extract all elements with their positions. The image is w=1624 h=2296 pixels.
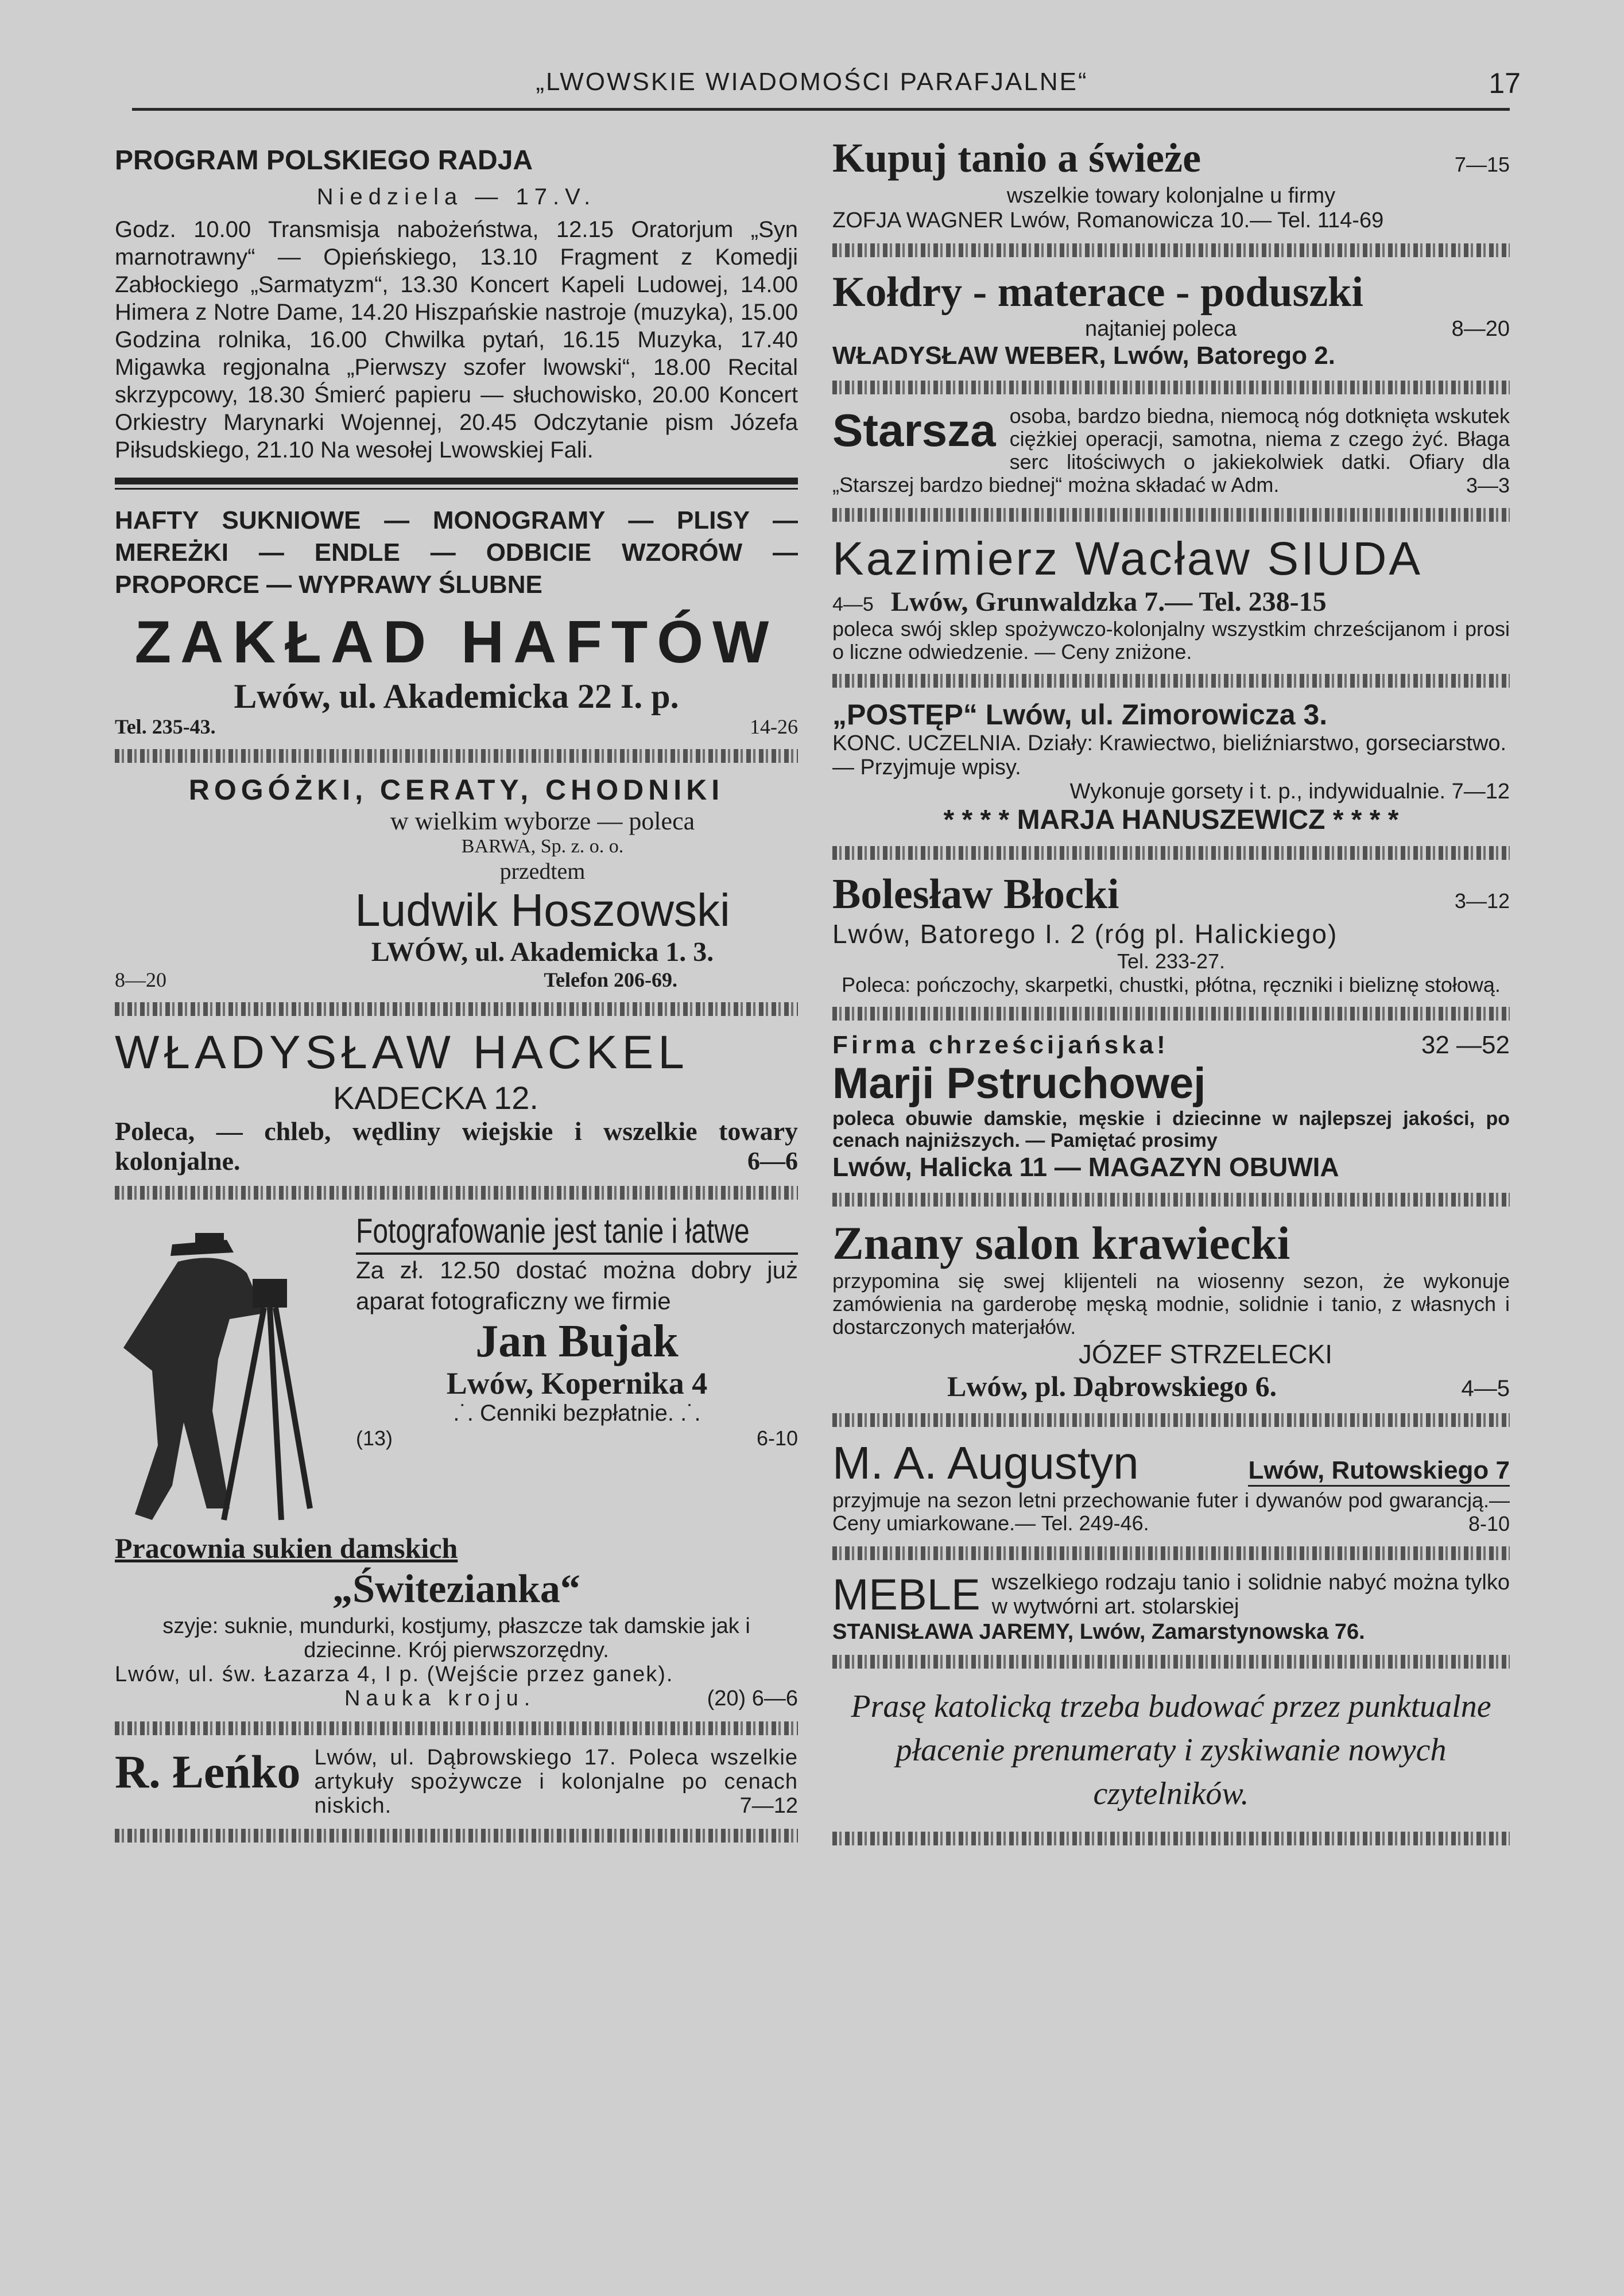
pstruchowa-ad bbox=[832, 1031, 1510, 1182]
hackel-number: 6—6 bbox=[747, 1147, 798, 1175]
wagner-ad bbox=[832, 132, 1510, 233]
blocki-number: 3—12 bbox=[1454, 889, 1510, 913]
postep-ad bbox=[832, 698, 1510, 836]
strzelecki-number: 4—5 bbox=[1461, 1376, 1510, 1401]
starsza-number: 3—3 bbox=[1466, 474, 1510, 497]
hackel-name: WŁADYSŁAW HACKEL bbox=[115, 1026, 689, 1079]
augustyn-ad bbox=[832, 1437, 1510, 1536]
ornament-divider bbox=[115, 1829, 798, 1843]
wagner-line2: ZOFJA WAGNER Lwów, Romanowicza 10.— Tel. 114-69 bbox=[832, 208, 1384, 232]
strzelecki-head: Znany salon krawiecki bbox=[832, 1217, 1290, 1269]
blocki-name: Bolesław Błocki bbox=[832, 871, 1119, 918]
barwa-address: LWÓW, ul. Akademicka 1. 3. bbox=[371, 937, 714, 967]
starsza-text: osoba, bardzo biedna, niemocą nóg dotknięta wskutek ciężkiej operacji, samotna, niema z czego żyć. Błaga serc litościwych o jakiekolwiek datki. Ofiary dla „Starszej bardzo biednej“ można składać w Adm. bbox=[832, 404, 1510, 497]
header-rule bbox=[132, 108, 1510, 111]
strzelecki-text: przypomina się swej klijenteli na wiosenny sezon, że wykonuje zamówienia na garderobę męską modnie, solidnie i tanio, z własnych i dostarczonych materjałów. bbox=[832, 1269, 1510, 1339]
lenko-ad bbox=[115, 1746, 798, 1818]
radio-title: PROGRAM POLSKIEGO RADJA bbox=[115, 145, 533, 176]
pstruchowa-name: Marji Pstruchowej bbox=[832, 1059, 1206, 1108]
hackel-text: Poleca, — chleb, wędliny wiejskie i wszelkie towary kolonjalne. bbox=[115, 1116, 798, 1176]
barwa-formerly: przedtem bbox=[499, 858, 586, 884]
weber-ad bbox=[832, 267, 1510, 370]
ornament-divider bbox=[832, 1193, 1510, 1207]
bujak-number1: (13) bbox=[356, 1426, 393, 1450]
strzelecki-name: JÓZEF STRZELECKI bbox=[1078, 1339, 1333, 1369]
bujak-number2: 6-10 bbox=[756, 1426, 798, 1450]
barwa-ad bbox=[115, 773, 798, 992]
siuda-text: poleca swój sklep spożywczo-kolonjalny wszystkim chrześcijanom i prosi o liczne odwiedzenie. — Ceny zniżone. bbox=[832, 617, 1510, 664]
blocki-address: Lwów, Batorego I. 2 (róg pl. Halickiego) bbox=[832, 919, 1338, 949]
postep-name: * * * * MARJA HANUSZEWICZ * * * * bbox=[943, 805, 1399, 835]
prasa-katolicka-note bbox=[832, 1679, 1510, 1821]
page-header-title: „LWOWSKIE WIADOMOŚCI PARAFJALNE“ bbox=[536, 68, 1088, 96]
prasa-text: Prasę katolicką trzeba budować przez punktualne płacenie prenumeraty i zyskiwanie nowych czytelników. bbox=[851, 1689, 1491, 1812]
meble-line2: STANISŁAWA JAREMY, Lwów, Zamarstynowska 76. bbox=[832, 1620, 1365, 1644]
radio-body: Godz. 10.00 Transmisja nabożeństwa, 12.15 Oratorjum „Syn marnotrawny“ — Opieńskiego, 13.10 Fragment z Komedji Zabłockiego „Sarmatyzm“, 13.30 Koncert Kapeli Ludowej, 14.00 Himera z Notre Dame, 14.20 Hiszpańskie nastroje (muzyka), 15.00 Godzina rolnika, 16.00 Chwilka pytań, 16.15 Muzyka, 17.40 Migawka regjonalna „Pierwszy szofer lwowski“, 18.00 Recital skrzypcowy, 18.30 Śmierć papieru — słuchowisko, 20.00 Koncert Orkiestry Marynarki Wojennej, 20.45 Odczytanie pism Józefa Piłsudskiego, 21.10 Na wesołej Lwowskiej Fali. bbox=[115, 217, 798, 463]
hackel-street: KADECKA 12. bbox=[333, 1080, 538, 1116]
pstruchowa-number: 32 —52 bbox=[1421, 1031, 1510, 1059]
ornament-divider bbox=[832, 1413, 1510, 1427]
divider bbox=[115, 488, 798, 490]
switezianka-name: „Świtezianka“ bbox=[332, 1567, 580, 1611]
ornament-divider bbox=[832, 381, 1510, 394]
switezianka-text: szyje: suknie, mundurki, kostjumy, płaszcze tak damskie jak i dziecinne. Krój pierwszorzędny. bbox=[162, 1614, 750, 1662]
switezianka-head: Pracownia sukien damskich bbox=[115, 1532, 458, 1564]
ornament-divider bbox=[832, 674, 1510, 688]
blocki-text: Poleca: pończochy, skarpetki, chustki, płótna, ręczniki i bieliznę stołową. bbox=[842, 973, 1501, 996]
bujak-ad bbox=[115, 1210, 798, 1531]
bujak-price-lists: .˙. Cenniki bezpłatnie. .˙. bbox=[453, 1401, 701, 1426]
postep-head: „POSTĘP“ Lwów, ul. Zimorowicza 3. bbox=[832, 699, 1328, 731]
barwa-company: BARWA, Sp. z. o. o. bbox=[461, 836, 624, 857]
ornament-divider bbox=[832, 1832, 1510, 1845]
right-column bbox=[832, 132, 1510, 2256]
weber-line1: najtaniej poleca bbox=[1085, 317, 1237, 341]
bujak-headline bbox=[356, 1210, 798, 1255]
barwa-line1: w wielkim wyborze — poleca bbox=[390, 807, 695, 835]
augustyn-name: M. A. Augustyn bbox=[832, 1437, 1139, 1488]
weber-line2: WŁADYSŁAW WEBER, Lwów, Batorego 2. bbox=[832, 342, 1335, 370]
weber-head: Kołdry - materace - poduszki bbox=[832, 269, 1363, 316]
augustyn-text: przyjmuje na sezon letni przechowanie futer i dywanów pod gwarancją.— Ceny umiarkowane.— Tel. 249-46. bbox=[832, 1488, 1510, 1535]
augustyn-number: 8-10 bbox=[1468, 1512, 1510, 1535]
ornament-divider bbox=[115, 749, 798, 763]
weber-number: 8—20 bbox=[1451, 317, 1510, 341]
bujak-headline-text: Fotografowanie jest tanie i łatwe bbox=[356, 1212, 750, 1250]
pstruchowa-address: Lwów, Halicka 11 — MAGAZYN OBUWIA bbox=[832, 1152, 1339, 1182]
starsza-ad bbox=[832, 405, 1510, 498]
bujak-address: Lwów, Kopernika 4 bbox=[446, 1366, 708, 1401]
photographer-illustration bbox=[115, 1210, 333, 1531]
ornament-divider bbox=[832, 1007, 1510, 1021]
lenko-number: 7—12 bbox=[739, 1794, 798, 1818]
wagner-line1: wszelkie towary kolonjalne u firmy bbox=[1006, 184, 1336, 208]
page-number: 17 bbox=[1489, 67, 1521, 99]
bujak-text: Za zł. 12.50 dostać można dobry już aparat fotograficzny we firmie bbox=[356, 1256, 798, 1314]
siuda-address: Lwów, Grunwaldzka 7.— Tel. 238-15 bbox=[890, 587, 1327, 617]
pstruchowa-line1: Firma chrześcijańska! bbox=[832, 1031, 1169, 1059]
strzelecki-address: Lwów, pl. Dąbrowskiego 6. bbox=[947, 1370, 1277, 1402]
barwa-phone: Telefon 206-69. bbox=[544, 968, 677, 991]
barwa-title: ROGÓŻKI, CERATY, CHODNIKI bbox=[188, 774, 724, 806]
divider bbox=[115, 478, 798, 484]
ornament-divider bbox=[115, 1186, 798, 1200]
siuda-name: Kazimierz Wacław SIUDA bbox=[832, 533, 1423, 585]
ornament-divider bbox=[115, 1002, 798, 1016]
bujak-name: Jan Bujak bbox=[475, 1316, 679, 1367]
lenko-name: R. Łeńko bbox=[115, 1746, 301, 1798]
ornament-divider bbox=[832, 1655, 1510, 1669]
augustyn-address: Lwów, Rutowskiego 7 bbox=[1248, 1456, 1510, 1487]
left-column bbox=[115, 132, 798, 2256]
radio-program-ad bbox=[115, 145, 798, 464]
blocki-phone: Tel. 233-27. bbox=[1117, 949, 1226, 973]
ornament-divider bbox=[832, 243, 1510, 257]
hafty-ad bbox=[115, 505, 798, 739]
hafty-phone: Tel. 235-43. bbox=[115, 715, 216, 738]
pstruchowa-text: poleca obuwie damskie, męskie i dziecinne w najlepszej jakości, po cenach najniższych. — Pamiętać prosimy bbox=[832, 1108, 1510, 1151]
switezianka-number: (20) 6—6 bbox=[707, 1686, 798, 1711]
hafty-services: HAFTY SUKNIOWE — MONOGRAMY — PLISY — MEREŻKI — ENDLE — ODBICIE WZORÓW — PROPORCE — WYPRAWY ŚLUBNE bbox=[115, 506, 798, 599]
hafty-address: Lwów, ul. Akademicka 22 I. p. bbox=[234, 677, 679, 715]
barwa-number: 8—20 bbox=[115, 968, 166, 991]
postep-line1: KONC. UCZELNIA. Działy: Krawiectwo, bieliźniarstwo, gorseciarstwo. — Przyjmuje wpisy. bbox=[832, 731, 1507, 779]
ornament-divider bbox=[832, 1546, 1510, 1560]
siuda-number: 4—5 bbox=[832, 594, 874, 615]
meble-line1: wszelkiego rodzaju tanio i solidnie nabyć można tylko w wytwórni art. stolarskiej bbox=[991, 1570, 1510, 1619]
ornament-divider bbox=[832, 508, 1510, 522]
ornament-divider bbox=[115, 1721, 798, 1735]
lenko-text: Lwów, ul. Dąbrowskiego 17. Poleca wszelkie artykuły spożywcze i kolonjalne po cenach niskich. bbox=[314, 1746, 798, 1818]
wagner-head: Kupuj tanio a świeże bbox=[832, 135, 1201, 181]
radio-day: Niedziela — 17.V. bbox=[316, 184, 596, 210]
meble-ad bbox=[832, 1570, 1510, 1645]
strzelecki-ad bbox=[832, 1217, 1510, 1403]
switezianka-lessons: Nauka kroju. bbox=[344, 1686, 536, 1711]
switezianka-ad bbox=[115, 1531, 798, 1711]
hackel-ad bbox=[115, 1026, 798, 1176]
meble-big: MEBLE bbox=[832, 1570, 980, 1619]
starsza-big: Starsza bbox=[832, 405, 996, 456]
switezianka-address: Lwów, ul. św. Łazarza 4, I p. (Wejście przez ganek). bbox=[115, 1662, 674, 1686]
blocki-ad bbox=[832, 870, 1510, 996]
hafty-name: ZAKŁAD HAFTÓW bbox=[134, 609, 778, 676]
siuda-ad bbox=[832, 532, 1510, 664]
ornament-divider bbox=[832, 846, 1510, 860]
wagner-number: 7—15 bbox=[1454, 153, 1510, 176]
barwa-person: Ludwik Hoszowski bbox=[355, 885, 730, 936]
postep-line2: Wykonuje gorsety i t. p., indywidualnie. 7—12 bbox=[1069, 779, 1510, 804]
hafty-number: 14-26 bbox=[750, 715, 798, 738]
